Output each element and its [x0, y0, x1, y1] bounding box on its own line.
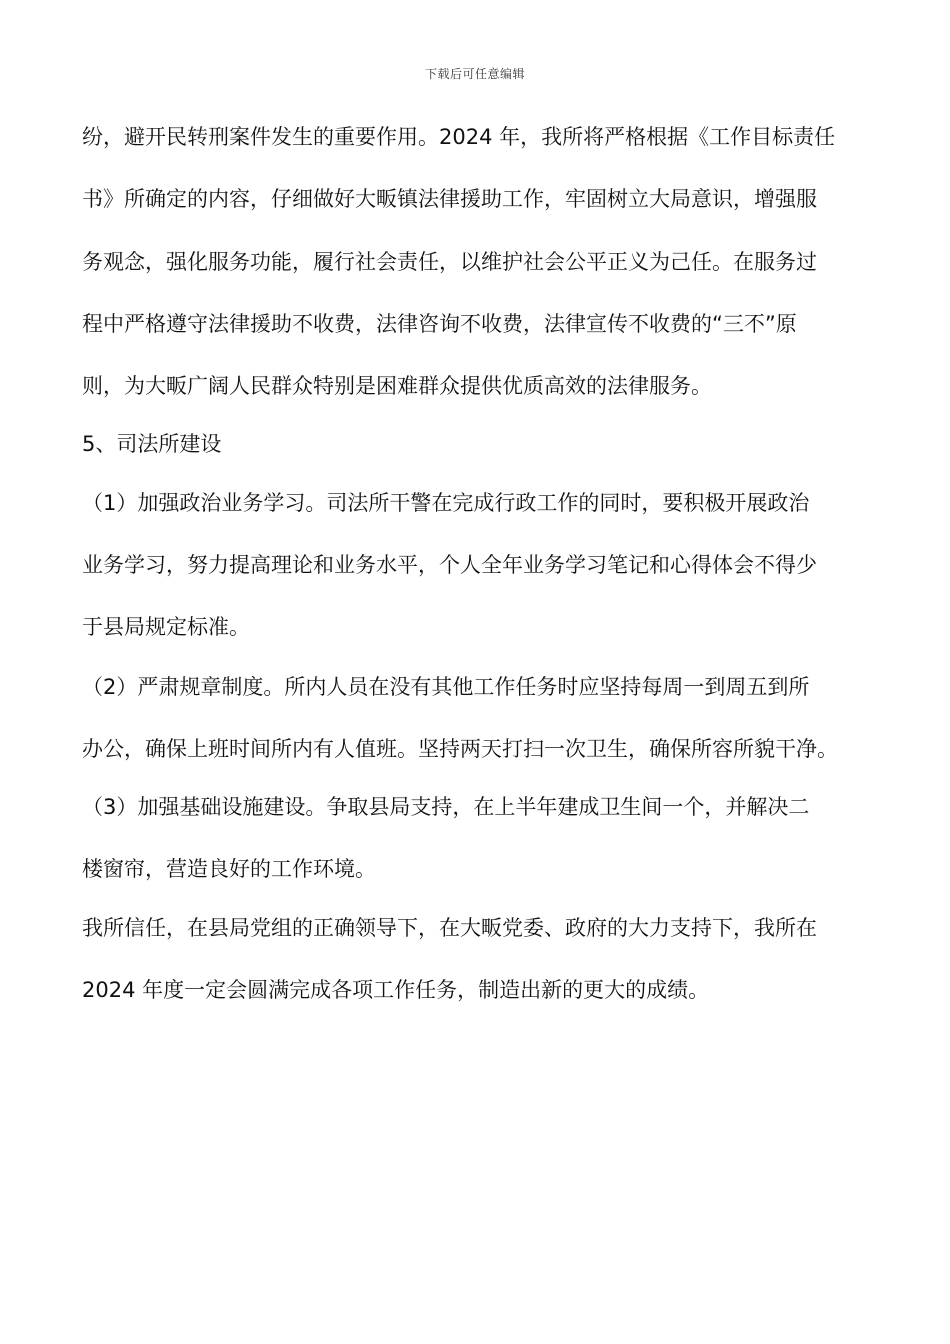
body-line: （3）加强基础设施建设。争取县局支持，在上半年建成卫生间一个，并解决二	[82, 795, 810, 819]
body-line: 程中严格遵守法律援助不收费，法律咨询不收费，法律宣传不收费的“三不”原	[82, 312, 797, 336]
body-line: 务观念，强化服务功能，履行社会责任，以维护社会公平正义为己任。在服务过	[82, 250, 817, 274]
body-line: 业务学习，努力提高理论和业务水平，个人全年业务学习笔记和心得体会不得少	[82, 553, 817, 577]
body-line: （1）加强政治业务学习。司法所干警在完成行政工作的同时，要积极开展政治	[82, 491, 810, 515]
page-header: 下载后可任意编辑	[424, 67, 525, 81]
body-line: （2）严肃规章制度。所内人员在没有其他工作任务时应坚持每周一到周五到所	[82, 675, 810, 699]
body-line: 2024 年度一定会圆满完成各项工作任务，制造出新的更大的成绩。	[82, 978, 710, 1002]
body-line: 办公，确保上班时间所内有人值班。坚持两天打扫一次卫生，确保所容所貌干净。	[82, 737, 838, 761]
body-line: 书》所确定的内容，仔细做好大畈镇法律援助工作，牢固树立大局意识，增强服	[82, 187, 817, 211]
body-line: 纷，避开民转刑案件发生的重要作用。2024 年，我所将严格根据《工作目标责任	[82, 125, 836, 149]
body-line: 楼窗帘，营造良好的工作环境。	[82, 857, 376, 881]
section-heading: 5、司法所建设	[82, 432, 222, 456]
body-line: 于县局规定标准。	[82, 615, 250, 639]
body-line: 则，为大畈广阔人民群众特别是困难群众提供优质高效的法律服务。	[82, 374, 712, 398]
body-line: 我所信任，在县局党组的正确领导下，在大畈党委、政府的大力支持下，我所在	[82, 916, 817, 940]
